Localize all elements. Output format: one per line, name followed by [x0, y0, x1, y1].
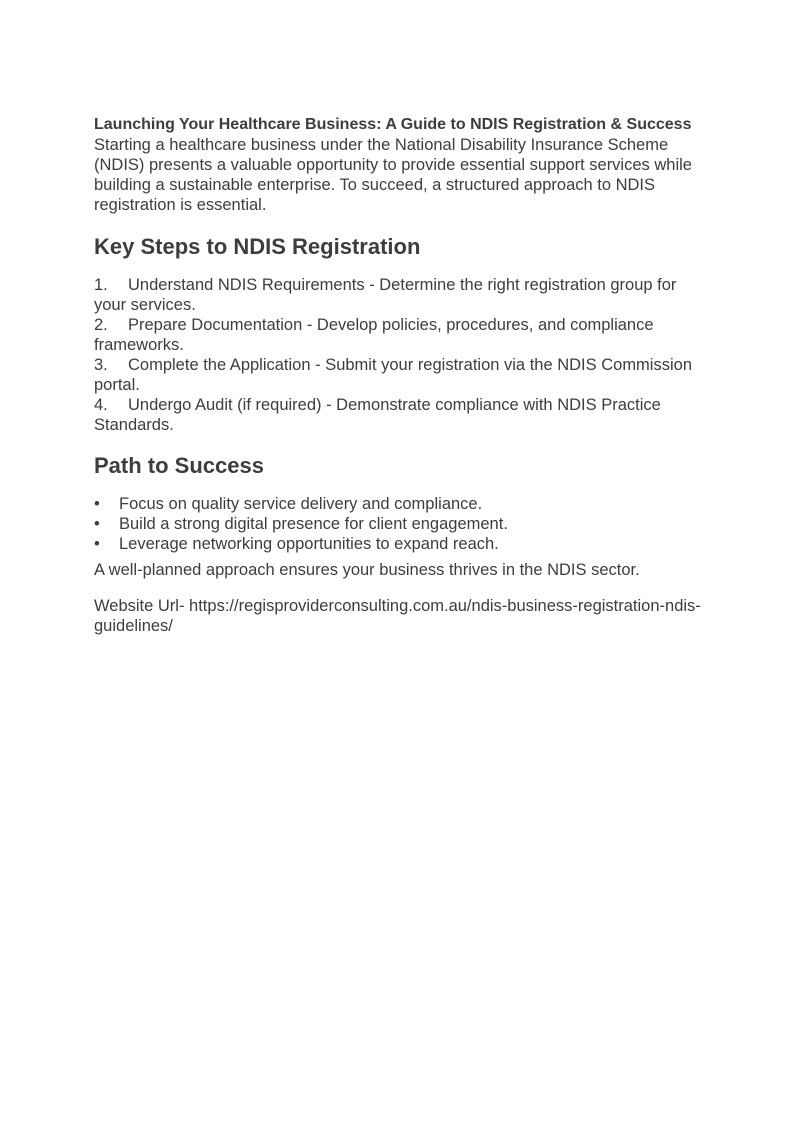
website-line: [94, 596, 704, 636]
key-steps-heading: Key Steps to NDIS Registration: [94, 234, 421, 259]
website-label: Website Url-: [94, 597, 190, 615]
document-page: [94, 115, 704, 636]
step-text: Prepare Documentation - Develop policies, procedures, and compliance frameworks.: [94, 316, 654, 354]
step-text: Understand NDIS Requirements - Determine the right registration group for your services.: [94, 276, 677, 314]
list-item: [94, 315, 704, 355]
website-url-link[interactable]: https://regisproviderconsulting.com.au/ndis-business-registration-ndis-guidelines/: [94, 597, 701, 635]
bullet-icon: •: [94, 495, 100, 513]
steps-list: [94, 275, 704, 435]
path-to-success-heading: Path to Success: [94, 453, 264, 478]
list-item: [94, 514, 704, 534]
bullet-icon: •: [94, 515, 100, 533]
bullet-text: Build a strong digital presence for client engagement.: [119, 515, 508, 533]
step-number: 4.: [94, 396, 108, 414]
intro-paragraph: Starting a healthcare business under the National Disability Insurance Scheme (NDIS) presents a valuable opportunity to provide essential support services while building a sustainable enterprise. To succeed, a structured approach to NDIS registration is essential.: [94, 136, 692, 214]
bullet-icon: •: [94, 535, 100, 553]
list-item: [94, 494, 704, 514]
bullet-text: Leverage networking opportunities to expand reach.: [119, 535, 499, 553]
step-text: Undergo Audit (if required) - Demonstrate compliance with NDIS Practice Standards.: [94, 396, 661, 434]
list-item: [94, 355, 704, 395]
bullet-text: Focus on quality service delivery and compliance.: [119, 495, 483, 513]
success-bullet-list: [94, 494, 704, 554]
closing-paragraph: A well-planned approach ensures your business thrives in the NDIS sector.: [94, 561, 640, 579]
step-number: 1.: [94, 276, 108, 294]
step-number: 2.: [94, 316, 108, 334]
step-number: 3.: [94, 356, 108, 374]
list-item: [94, 534, 704, 554]
document-title: Launching Your Healthcare Business: A Guide to NDIS Registration & Success: [94, 116, 692, 133]
list-item: [94, 395, 704, 435]
list-item: [94, 275, 704, 315]
step-text: Complete the Application - Submit your registration via the NDIS Commission portal.: [94, 356, 692, 394]
